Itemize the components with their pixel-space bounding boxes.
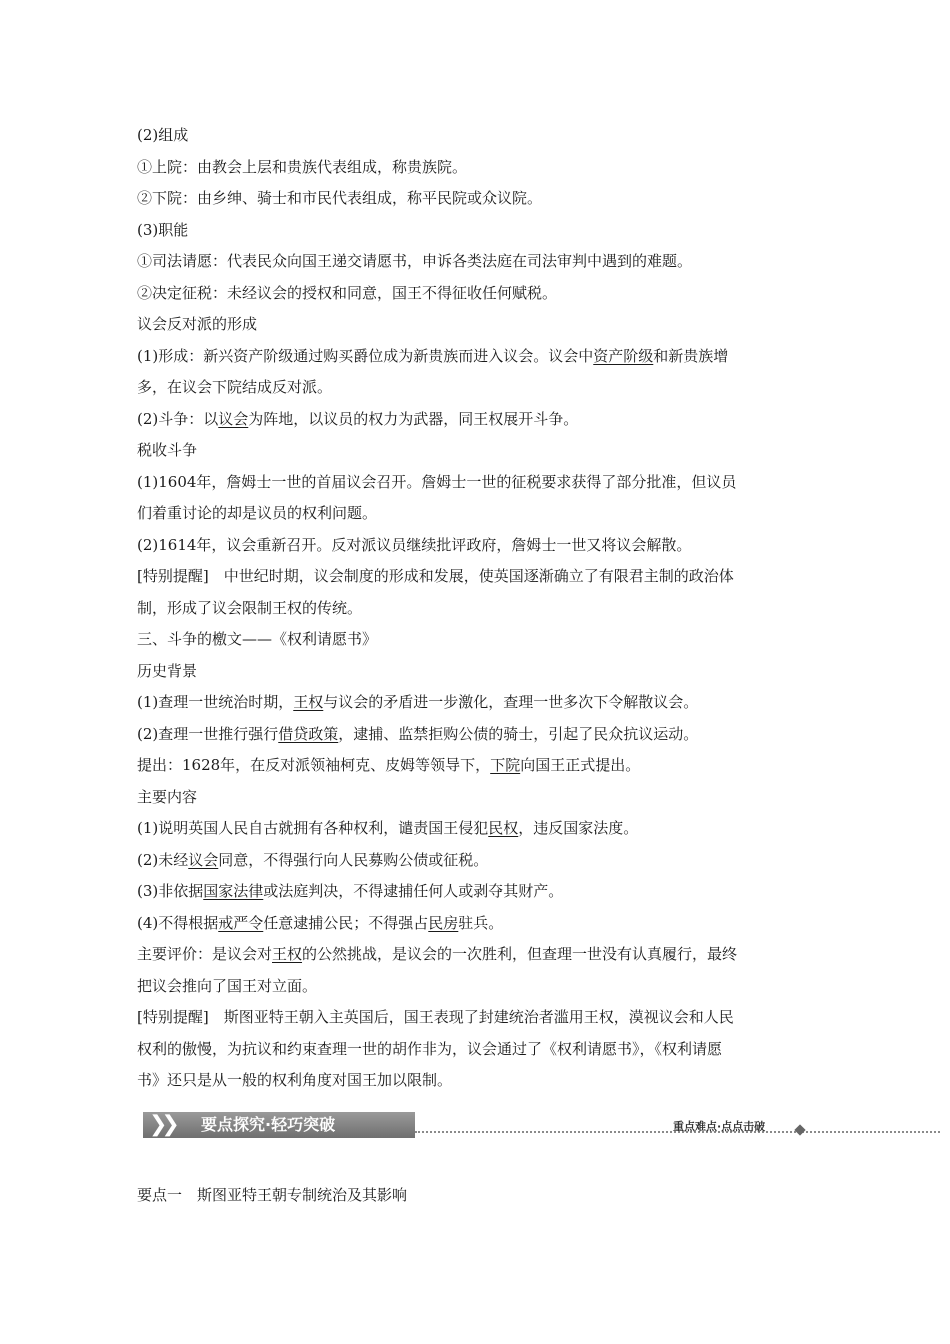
text-segment: (2)斗争：以: [137, 409, 219, 428]
text-line: [137, 656, 817, 688]
text-line: [137, 971, 817, 1003]
underlined-term: 王权: [272, 945, 303, 963]
text-segment: ②下院：由乡绅、骑士和市民代表组成，称平民院或众议院。: [137, 189, 543, 207]
text-line: [137, 246, 817, 278]
text-segment: [特别提醒] 斯图亚特王朝入主英国后，国王表现了封建统治者滥用王权，漠视议会和人民: [137, 1008, 734, 1026]
text-segment: ②决定征税：未经议会的授权和同意，国王不得征收任何赋税。: [137, 283, 558, 302]
text-segment: 任意逮捕公民；不得强占: [263, 913, 429, 932]
text-line: [137, 813, 817, 845]
text-segment: 书》还只是从一般的权利角度对国王加以限制。: [137, 1071, 453, 1089]
text-segment: ①司法请愿：代表民众向国王递交请愿书，申诉各类法庭在司法审判中遇到的难题。: [137, 252, 693, 270]
text-segment: (1)形成：新兴资产阶级通过购买爵位成为新贵族而进入议会。议会中: [137, 346, 594, 365]
text-segment: [特别提醒] 中世纪时期，议会制度的形成和发展，使英国逐渐确立了有限君主制的政治体: [137, 567, 734, 585]
text-line: [137, 624, 817, 656]
text-segment: 提出：1628年，在反对派领袖柯克、皮姆等领导下，: [137, 756, 491, 774]
text-segment: (1)说明英国人民自古就拥有各种权利，谴责国王侵犯: [137, 819, 489, 837]
text-segment: (3)职能: [137, 220, 189, 239]
banner-title: 要点探究·轻巧突破: [201, 1115, 336, 1134]
text-segment: (2)未经: [137, 850, 189, 869]
text-segment: 与议会的矛盾进一步激化，查理一世多次下令解散议会。: [323, 693, 699, 711]
underlined-term: 议会: [218, 409, 249, 428]
text-line: [137, 939, 817, 971]
underlined-term: 民房: [428, 913, 459, 932]
underlined-term: 下院: [490, 756, 521, 774]
text-segment: 或法庭判决，不得逮捕任何人或剥夺其财产。: [263, 882, 564, 900]
text-segment: 历史背景: [137, 661, 198, 680]
text-segment: (2)组成: [137, 126, 189, 144]
text-line: [137, 467, 817, 499]
banner-subtitle: 重点难点·点点击破: [673, 1120, 766, 1133]
underlined-term: 国家法律: [203, 882, 264, 900]
text-segment: 权利的傲慢，为抗议和约束查理一世的胡作非为，议会通过了《权利请愿书》，《权利请愿: [137, 1039, 723, 1058]
diamond-icon: [794, 1124, 805, 1135]
text-line: [137, 215, 817, 247]
text-line: [137, 719, 817, 751]
text-line: [137, 183, 817, 215]
text-line: [137, 530, 817, 562]
text-segment: 向国王正式提出。: [520, 756, 641, 774]
text-line: [137, 908, 817, 940]
text-segment: 驻兵。: [458, 913, 504, 932]
text-segment: 主要内容: [137, 787, 198, 806]
section-title: 要点一 斯图亚特王朝专制统治及其影响: [137, 1186, 408, 1204]
text-segment: 制，形成了议会限制王权的传统。: [137, 598, 363, 617]
text-line: [137, 876, 817, 908]
text-segment: 们着重讨论的却是议员的权利问题。: [137, 504, 378, 522]
text-line: [137, 561, 817, 593]
text-line: [137, 1002, 817, 1034]
chevron-double-icon: ❯❯: [149, 1112, 174, 1137]
text-segment: 三、斗争的檄文——《权利请愿书》: [137, 630, 378, 648]
text-line: [137, 782, 817, 814]
section-banner: [143, 1112, 808, 1142]
text-segment: 和新贵族增: [653, 346, 729, 365]
underlined-term: 戒严令: [218, 913, 264, 932]
text-segment: ，违反国家法度。: [518, 819, 639, 837]
text-line: [137, 750, 817, 782]
text-segment: 税收斗争: [137, 441, 198, 459]
text-line: [137, 120, 817, 152]
text-line: [137, 498, 817, 530]
underlined-term: 资产阶级: [593, 346, 654, 365]
text-line: [137, 152, 817, 184]
text-line: [137, 372, 817, 404]
text-line: [137, 309, 817, 341]
underlined-term: 借贷政策: [278, 724, 339, 743]
text-segment: 把议会推向了国王对立面。: [137, 976, 318, 995]
text-line: [137, 845, 817, 877]
text-segment: (1)1604年，詹姆士一世的首届议会召开。詹姆士一世的征税要求获得了部分批准，但议员: [137, 472, 737, 491]
text-segment: ，逮捕、监禁拒购公债的骑士，引起了民众抗议运动。: [338, 724, 699, 743]
document-body: [137, 120, 817, 1097]
text-line: [137, 1065, 817, 1097]
text-line: [137, 278, 817, 310]
underlined-term: 议会: [188, 850, 219, 869]
text-line: [137, 435, 817, 467]
text-segment: 主要评价：是议会对: [137, 945, 273, 963]
text-segment: 为阵地，以议员的权力为武器，同王权展开斗争。: [248, 409, 579, 428]
text-segment: (2)1614年，议会重新召开。反对派议员继续批评政府，詹姆士一世又将议会解散。: [137, 535, 692, 554]
text-segment: (4)不得根据: [137, 913, 219, 932]
underlined-term: 王权: [293, 693, 324, 711]
text-segment: 议会反对派的形成: [137, 315, 258, 333]
text-segment: ①上院：由教会上层和贵族代表组成，称贵族院。: [137, 157, 468, 176]
text-line: [137, 404, 817, 436]
text-line: [137, 341, 817, 373]
text-segment: (2)查理一世推行强行: [137, 724, 279, 743]
text-segment: 多，在议会下院结成反对派。: [137, 378, 333, 396]
text-segment: 同意，不得强行向人民募购公债或征税。: [218, 850, 489, 869]
underlined-term: 民权: [488, 819, 519, 837]
text-line: [137, 1034, 817, 1066]
text-line: [137, 687, 817, 719]
text-line: [137, 593, 817, 625]
text-segment: (3)非依据: [137, 882, 204, 900]
text-segment: (1)查理一世统治时期，: [137, 693, 294, 711]
text-segment: 的公然挑战，是议会的一次胜利，但查理一世没有认真履行，最终: [302, 945, 738, 963]
